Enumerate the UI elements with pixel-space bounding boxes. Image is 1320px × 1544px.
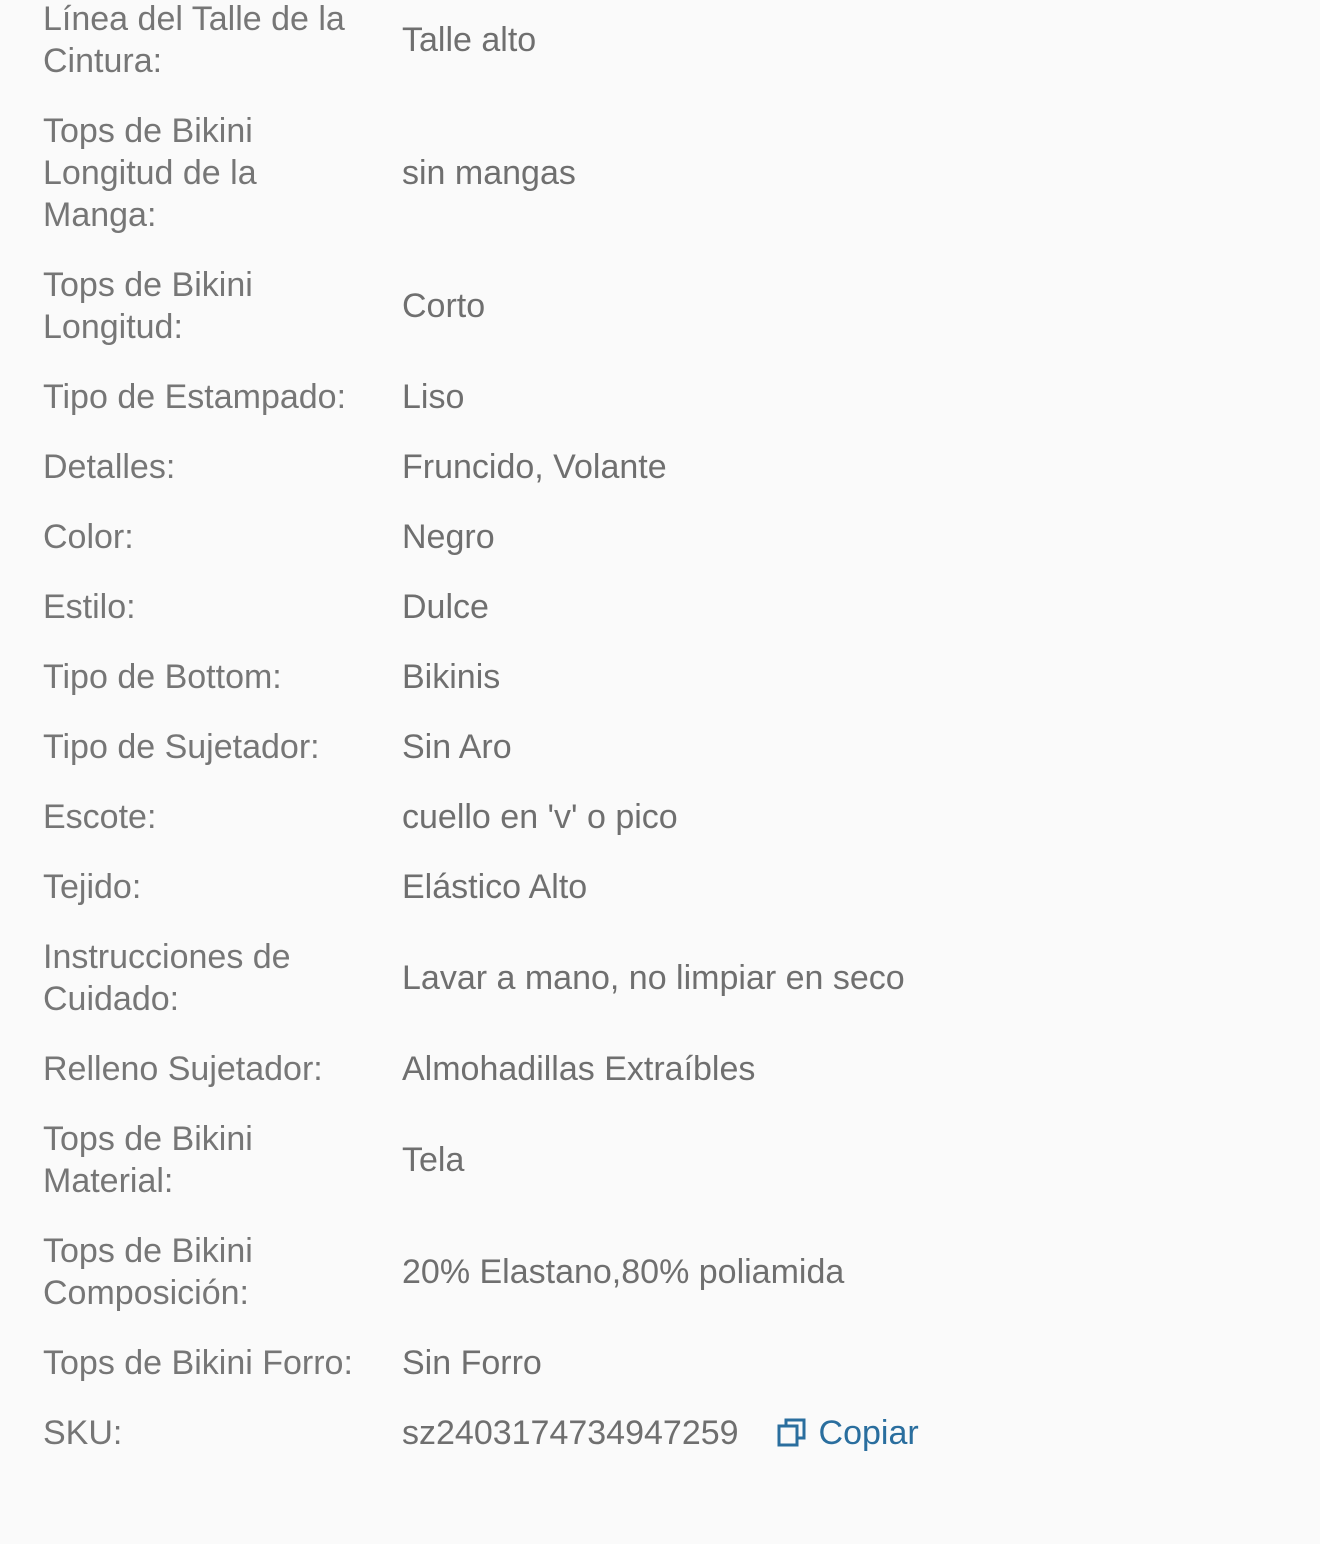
spec-row-material	[43, 1118, 1283, 1202]
spec-row-sku	[43, 1412, 1283, 1454]
spec-label: Instrucciones de Cuidado:	[43, 938, 291, 1018]
spec-value: Liso	[402, 378, 465, 416]
copy-label: Copiar	[818, 1414, 919, 1452]
spec-row-waistline	[43, 0, 1283, 82]
spec-value: Negro	[402, 518, 495, 556]
spec-label: Tops de Bikini Material:	[43, 1120, 253, 1200]
sku-value: sz2403174734947259	[402, 1414, 739, 1452]
spec-label: Detalles:	[43, 448, 176, 486]
spec-row-bra-padding	[43, 1048, 1283, 1090]
spec-label: Relleno Sujetador:	[43, 1050, 323, 1088]
spec-row-sleeve-length	[43, 110, 1283, 236]
spec-label: Escote:	[43, 798, 157, 836]
spec-row-fabric	[43, 866, 1283, 908]
spec-row-care-instructions	[43, 936, 1283, 1020]
spec-value: Almohadillas Extraíbles	[402, 1050, 756, 1088]
spec-row-top-length	[43, 264, 1283, 348]
spec-row-composition	[43, 1230, 1283, 1314]
spec-value: Corto	[402, 287, 486, 325]
spec-value: cuello en 'v' o pico	[402, 798, 678, 836]
spec-label: Tops de Bikini Composición:	[43, 1232, 253, 1312]
spec-row-style	[43, 586, 1283, 628]
spec-label: Color:	[43, 518, 134, 556]
spec-value: Dulce	[402, 588, 489, 626]
spec-label: Estilo:	[43, 588, 136, 626]
spec-value: Fruncido, Volante	[402, 448, 667, 486]
spec-row-neckline	[43, 796, 1283, 838]
spec-label: Tipo de Bottom:	[43, 658, 282, 696]
spec-label: Tipo de Sujetador:	[43, 728, 320, 766]
spec-label: Tops de Bikini Longitud de la Manga:	[43, 112, 257, 234]
spec-label: Tops de Bikini Longitud:	[43, 266, 253, 346]
spec-value: Bikinis	[402, 658, 501, 696]
spec-row-color	[43, 516, 1283, 558]
spec-label: Tejido:	[43, 868, 142, 906]
spec-row-bottom-type	[43, 656, 1283, 698]
spec-value: Sin Aro	[402, 728, 512, 766]
spec-row-details	[43, 446, 1283, 488]
spec-label: Tipo de Estampado:	[43, 378, 347, 416]
spec-value: 20% Elastano,80% poliamida	[402, 1253, 845, 1291]
product-specs-list	[43, 0, 1283, 1482]
copy-sku-button[interactable]	[777, 1412, 919, 1454]
spec-value: Tela	[402, 1141, 465, 1179]
spec-value: Talle alto	[402, 21, 537, 59]
spec-row-print-type	[43, 376, 1283, 418]
spec-value: Elástico Alto	[402, 868, 588, 906]
sku-label: SKU:	[43, 1414, 123, 1452]
spec-value: sin mangas	[402, 154, 576, 192]
spec-row-lining	[43, 1342, 1283, 1384]
copy-icon	[777, 1418, 807, 1448]
spec-value: Lavar a mano, no limpiar en seco	[402, 959, 905, 997]
spec-value: Sin Forro	[402, 1344, 542, 1382]
spec-row-bra-type	[43, 726, 1283, 768]
spec-label: Tops de Bikini Forro:	[43, 1344, 353, 1382]
sku-value-wrap	[402, 1412, 1283, 1454]
spec-label: Línea del Talle de la Cintura:	[43, 0, 345, 80]
